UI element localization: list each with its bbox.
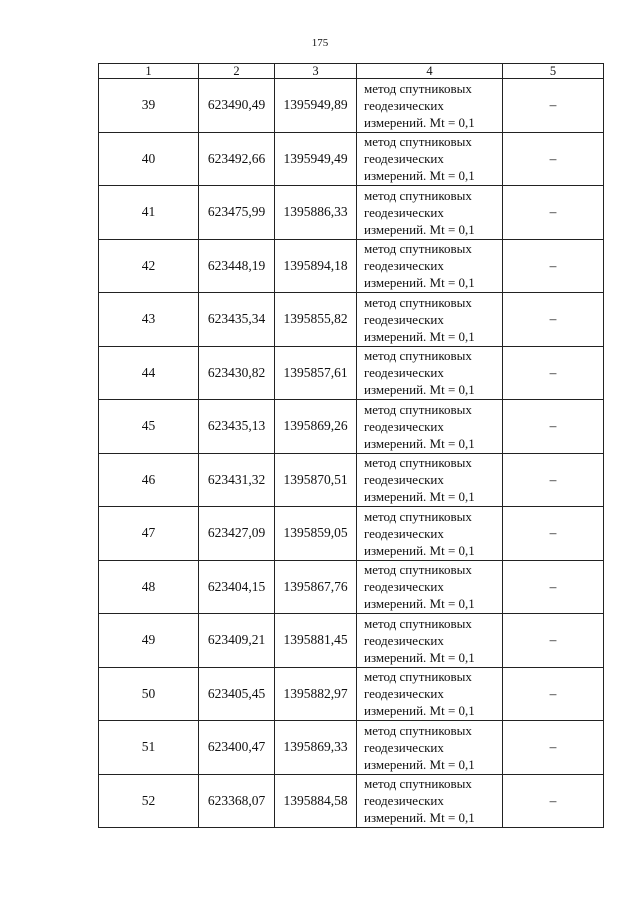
note-cell: – (503, 239, 604, 293)
table-row (99, 79, 604, 133)
method-line: измерений. Mt = 0,1 (364, 596, 475, 612)
note-cell: – (503, 507, 604, 561)
note-cell: – (503, 293, 604, 347)
point-number-cell: 43 (99, 293, 199, 347)
table-row (99, 186, 604, 240)
method-cell (357, 453, 503, 507)
method-line: измерений. Mt = 0,1 (364, 489, 475, 505)
method-cell (357, 346, 503, 400)
column-header: 4 (357, 64, 503, 79)
point-number-cell: 41 (99, 186, 199, 240)
method-line: измерений. Mt = 0,1 (364, 114, 475, 130)
method-line: геодезических (364, 365, 444, 381)
point-number-cell: 45 (99, 400, 199, 454)
x-coordinate-cell: 623490,49 (199, 79, 275, 133)
method-cell (357, 132, 503, 186)
method-line: метод спутниковых (364, 241, 472, 257)
note-cell: – (503, 400, 604, 454)
y-coordinate-cell: 1395949,49 (275, 132, 357, 186)
table-row (99, 239, 604, 293)
method-line: измерений. Mt = 0,1 (364, 382, 475, 398)
method-line: геодезических (364, 472, 444, 488)
note-cell: – (503, 132, 604, 186)
method-line: метод спутниковых (364, 615, 472, 631)
x-coordinate-cell: 623427,09 (199, 507, 275, 561)
method-line: метод спутниковых (364, 508, 472, 524)
method-line: измерений. Mt = 0,1 (364, 756, 475, 772)
method-line: метод спутниковых (364, 669, 472, 685)
method-line: метод спутниковых (364, 294, 472, 310)
x-coordinate-cell: 623409,21 (199, 614, 275, 668)
table-row (99, 667, 604, 721)
method-line: метод спутниковых (364, 722, 472, 738)
method-line: измерений. Mt = 0,1 (364, 168, 475, 184)
point-number-cell: 42 (99, 239, 199, 293)
note-cell: – (503, 453, 604, 507)
method-line: геодезических (364, 151, 444, 167)
method-cell (357, 293, 503, 347)
point-number-cell: 52 (99, 774, 199, 828)
note-cell: – (503, 346, 604, 400)
method-cell (357, 721, 503, 775)
method-cell (357, 774, 503, 828)
method-cell (357, 400, 503, 454)
point-number-cell: 48 (99, 560, 199, 614)
point-number-cell: 40 (99, 132, 199, 186)
x-coordinate-cell: 623492,66 (199, 132, 275, 186)
table-row (99, 721, 604, 775)
method-line: геодезических (364, 258, 444, 274)
column-header: 2 (199, 64, 275, 79)
method-line: геодезических (364, 311, 444, 327)
x-coordinate-cell: 623400,47 (199, 721, 275, 775)
y-coordinate-cell: 1395881,45 (275, 614, 357, 668)
method-line: геодезических (364, 525, 444, 541)
page-number: 175 (311, 37, 329, 49)
method-line: геодезических (364, 632, 444, 648)
note-cell: – (503, 560, 604, 614)
x-coordinate-cell: 623404,15 (199, 560, 275, 614)
method-cell (357, 186, 503, 240)
table-row (99, 293, 604, 347)
method-line: измерений. Mt = 0,1 (364, 703, 475, 719)
method-line: геодезических (364, 739, 444, 755)
method-line: геодезических (364, 97, 444, 113)
table-row (99, 560, 604, 614)
y-coordinate-cell: 1395949,89 (275, 79, 357, 133)
note-cell: – (503, 774, 604, 828)
y-coordinate-cell: 1395869,33 (275, 721, 357, 775)
y-coordinate-cell: 1395855,82 (275, 293, 357, 347)
x-coordinate-cell: 623405,45 (199, 667, 275, 721)
y-coordinate-cell: 1395882,97 (275, 667, 357, 721)
method-line: геодезических (364, 579, 444, 595)
method-line: метод спутниковых (364, 348, 472, 364)
method-line: метод спутниковых (364, 455, 472, 471)
x-coordinate-cell: 623448,19 (199, 239, 275, 293)
table-row (99, 346, 604, 400)
note-cell: – (503, 721, 604, 775)
method-cell (357, 614, 503, 668)
coordinates-table (98, 63, 604, 828)
method-cell (357, 239, 503, 293)
method-line: метод спутниковых (364, 134, 472, 150)
point-number-cell: 47 (99, 507, 199, 561)
method-line: геодезических (364, 793, 444, 809)
method-line: метод спутниковых (364, 187, 472, 203)
x-coordinate-cell: 623368,07 (199, 774, 275, 828)
x-coordinate-cell: 623435,34 (199, 293, 275, 347)
method-cell (357, 507, 503, 561)
method-line: измерений. Mt = 0,1 (364, 810, 475, 826)
method-line: измерений. Mt = 0,1 (364, 542, 475, 558)
table-row (99, 614, 604, 668)
point-number-cell: 50 (99, 667, 199, 721)
point-number-cell: 44 (99, 346, 199, 400)
note-cell: – (503, 614, 604, 668)
method-line: геодезических (364, 418, 444, 434)
point-number-cell: 39 (99, 79, 199, 133)
column-header: 3 (275, 64, 357, 79)
method-line: измерений. Mt = 0,1 (364, 275, 475, 291)
y-coordinate-cell: 1395869,26 (275, 400, 357, 454)
y-coordinate-cell: 1395870,51 (275, 453, 357, 507)
table-body (99, 79, 604, 828)
x-coordinate-cell: 623435,13 (199, 400, 275, 454)
method-cell (357, 667, 503, 721)
method-line: геодезических (364, 686, 444, 702)
method-line: метод спутниковых (364, 80, 472, 96)
table-row (99, 507, 604, 561)
point-number-cell: 49 (99, 614, 199, 668)
x-coordinate-cell: 623431,32 (199, 453, 275, 507)
note-cell: – (503, 186, 604, 240)
method-line: измерений. Mt = 0,1 (364, 328, 475, 344)
x-coordinate-cell: 623475,99 (199, 186, 275, 240)
y-coordinate-cell: 1395884,58 (275, 774, 357, 828)
column-header: 5 (503, 64, 604, 79)
table-header-row (99, 64, 604, 79)
y-coordinate-cell: 1395859,05 (275, 507, 357, 561)
table-row (99, 400, 604, 454)
method-line: измерений. Mt = 0,1 (364, 649, 475, 665)
table-row (99, 132, 604, 186)
method-cell (357, 79, 503, 133)
table-row (99, 774, 604, 828)
method-line: геодезических (364, 204, 444, 220)
method-line: метод спутниковых (364, 776, 472, 792)
point-number-cell: 51 (99, 721, 199, 775)
method-line: измерений. Mt = 0,1 (364, 221, 475, 237)
note-cell: – (503, 79, 604, 133)
method-line: измерений. Mt = 0,1 (364, 435, 475, 451)
y-coordinate-cell: 1395886,33 (275, 186, 357, 240)
method-cell (357, 560, 503, 614)
x-coordinate-cell: 623430,82 (199, 346, 275, 400)
y-coordinate-cell: 1395857,61 (275, 346, 357, 400)
column-header: 1 (99, 64, 199, 79)
y-coordinate-cell: 1395894,18 (275, 239, 357, 293)
y-coordinate-cell: 1395867,76 (275, 560, 357, 614)
point-number-cell: 46 (99, 453, 199, 507)
table-row (99, 453, 604, 507)
method-line: метод спутниковых (364, 562, 472, 578)
method-line: метод спутниковых (364, 401, 472, 417)
note-cell: – (503, 667, 604, 721)
